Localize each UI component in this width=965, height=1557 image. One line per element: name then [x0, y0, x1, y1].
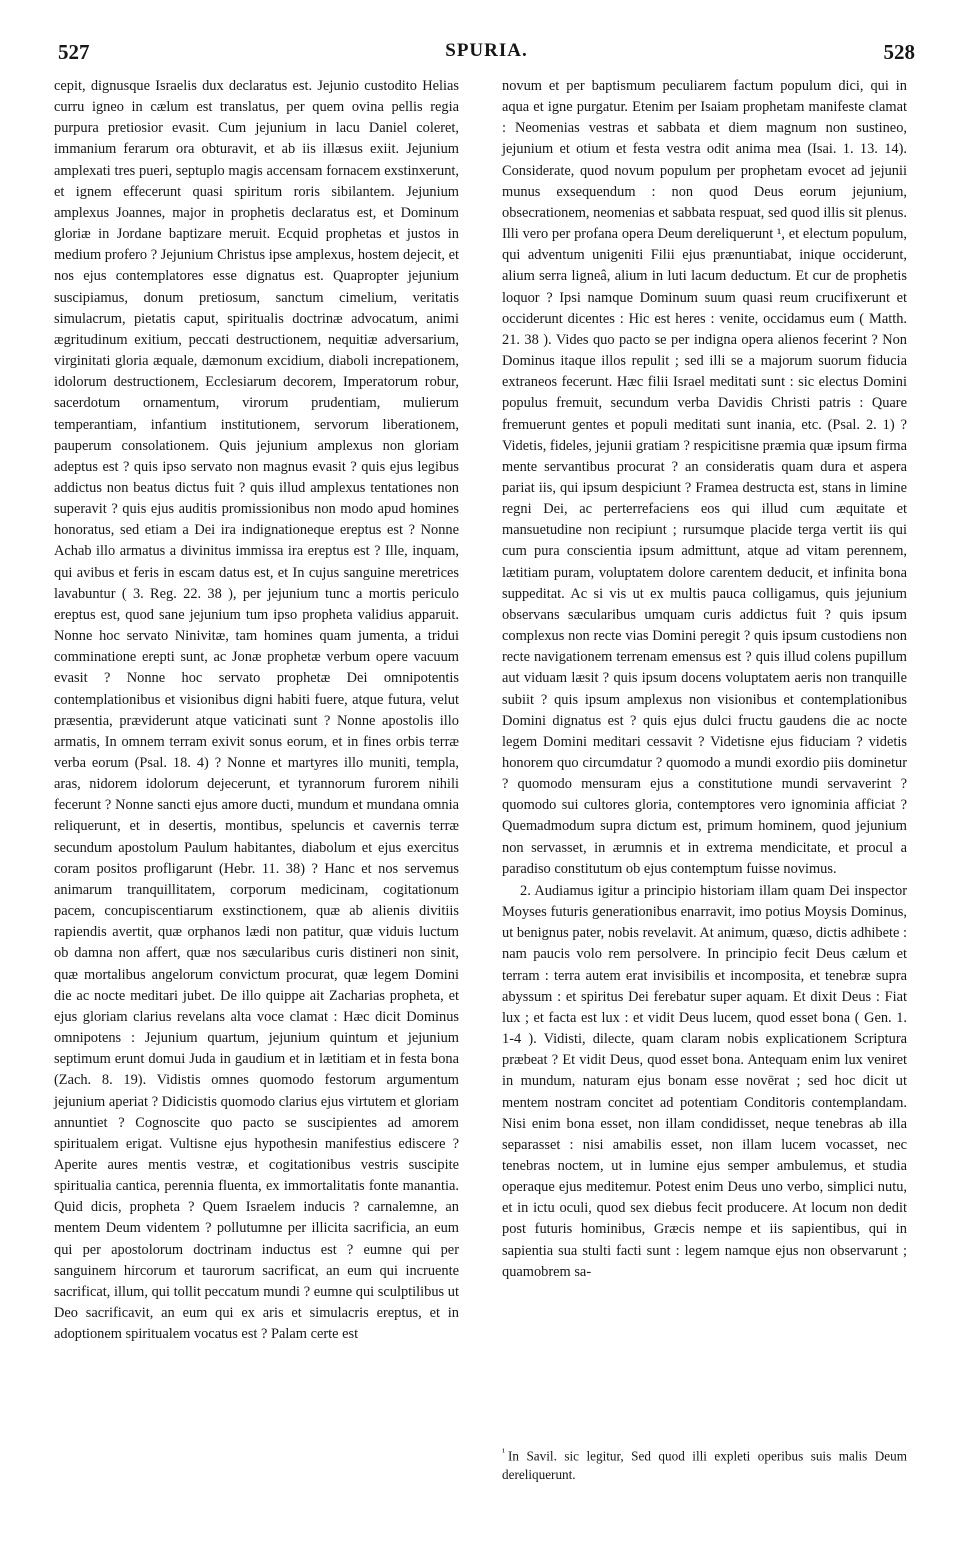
running-header — [48, 40, 925, 70]
running-title: SPURIA. — [445, 40, 528, 61]
page-number-right: 528 — [883, 40, 915, 64]
right-column-paragraph-2: 2. Audiamus igitur a principio historiam illam quam Dei inspector Moyses futuris generationibus enarravit, imo potius Moysis Dominus, ut benignus pater, nobis revelavit. At animum, quæso, dictis adhibete : nam paucis volo rem persolvere. In principio fecit Deus cælum et terram : terra autem erat invisibilis et incomposita, et tenebræ supra abyssum : et spiritus Dei ferebatur super aquam. Et dixit Deus : Fiat lux ; et facta est lux : et vidit Deus lucem, quod esset bona ( Gen. 1. 1-4 ). Vidisti, dilecte, quam claram nobis explicationem Scriptura præbeat ? Et vidit Deus, quod esset bona. Antequam enim lux veniret in mundum, naturam ejus bonam esse novērat ; sed hoc dicit ut mentem nostram concitet ad potentiam Conditoris contemplandam. Nisi enim bona esset, non illam condidisset, neque tenebras ab illa separasset : nisi amabilis esset, non illam lucem vocasset, nec tenebras noctem, ut in lumine ejus semper ambulemus, et studia operaque ejus meditemur. Potest enim Deus uno verbo, simplici nutu, et in ictu oculi, quod sex diebus fecit producere. At locum non dedit post futuris hominibus, Græcis nempe et iis sapientibus, qui in sapientia sua stulti facti sunt : legem namque ejus non observarunt ; quamobrem sa- — [502, 882, 907, 1280]
footnote — [502, 1443, 907, 1484]
right-column — [502, 76, 907, 1283]
left-column-text: cepit, dignusque Israelis dux declaratus est. Jejunio custodito Helias curru igneo in cælum est translatus, per quem ovina pellis regia purpura pretiosior evasit. Cum jejunium in lacu Daniel coleret, immanium ferarum ora obturavit, et ab iis illæsus exiit. Jejunium amplexati tres pueri, septuplo magis accensam fornacem exstinxerunt, et ignem effecerunt quasi spiritum roris sibilantem. Jejunium amplexus Joannes, major in prophetis declaratus est, et Dominum gloriæ in Jordane baptizare meruit. Ecquid prophetas et justos in medium profero ? Jejunium Christus ipse amplexus, hostem dejecit, et nos ejus contemplatores esse dignatus est. Quapropter jejunium suscipiamus, donum pretiosum, sanctum cimelium, veritatis simulacrum, pietatis caput, spiritualis doctrinæ advocatum, animi ægritudinum exitium, peccati destructionem, nequitiæ adversarium, virginitati gloria æquale, dæmonum excidium, diaboli increpationem, idolorum destructionem, Ecclesiarum decorem, Imperatorum robur, sacerdotum ornamentum, virorum prudentiam, mulierum temperantiam, infantium institutionem, servorum liberationem, pauperum consolationem. Quis jejunium amplexus non gloriam adeptus est ? quis ipso servato non magnus evasit ? quis ejus legibus addictus non beatus dictus fuit ? quis illud amplexus tentationes non superavit ? quis ejus auditis promissionibus non modo apud homines honoratus, sed etiam a Dei ira indignationeque ereptus est ? Nonne Achab illo armatus a divinitus immissa ira ereptus est ? Ille, inquam, qui avibus et feris in escam datus est, et In cujus sanguine meretrices lavabuntur ( 3. Reg. 22. 38 ), per jejunium tunc a mortis periculo ereptus est, quod sane jejunium tum ipso propheta validius apparuit. Nonne hoc servato Ninivitæ, tam homines quam jumenta, a tridui comminatione erepti sunt, ac Jonæ prophetæ verbum opere vacuum evasit ? Nonne hoc servato prophetæ Dei omnipotentis contemplationibus et visionibus digni habiti fuere, atque futura, velut præsentia, præviderunt atque vaticinati sunt ? Nonne apostolis illo armatis, In omnem terram exivit sonus eorum, et in fines orbis terræ verba eorum (Psal. 18. 4) ? Nonne et martyres illo muniti, templa, aras, nidorem idolorum dejecerunt, et tyrannorum furorem nihili fecerunt ? Nonne sancti ejus amore ducti, mundum et mundana omnia reliquerunt, et in desertis, montibus, speluncis et cavernis terræ secundum apostolum Paulum habitantes, diabolum et ejus exercitus coram positos profligarunt (Hebr. 11. 38) ? Hanc et nos servemus animarum tranquillitatem, corporum medicinam, cogitationum pacem, concupiscentiarum exstinctionem, quæ ab alienis divitiis rapiendis avertit, quæ orphanos lædi non patitur, quæ viduis luctum ob damna non affert, quæ nos sæcularibus curis distineri non sinit, quæ mortalibus angelorum convictum procurat, quæ legem Domini die ac nocte meditari jubet. De illo quippe ait Zacharias propheta, et ejus gloriam clarius revelans alta voce clamat : Hæc dicit Dominus omnipotens : Jejunium quartum, jejunium quintum et jejunium septimum erunt domui Juda in gaudium et in lætitiam et in festa bona (Zach. 8. 19). Vidistis omnes quomodo festorum argumentum jejunium aperiat ? Didicistis quomodo clarius ejus virtutem et gloriam annuntiet ? Cognoscite quo pacto se suscipientes ad amorem spiritualem erigat. Vultisne ejus hypothesin manifestius ediscere ? Aperite aures mentis vestræ, et cogitationibus vestris suscipite spiritualia cantica, perennia fluenta, ex immortalitatis fonte manantia. Quid dicis, propheta ? Quem Israelem inducis ? carnalemne, an mentem Deum videntem ? pollutumne per illicita sacrificia, an eum qui per apostolorum doctrinam inductus est ? eumne qui per sanguinem hircorum et taurorum sacrificat, an eum qui incruente sacrificat, illum, qui tollit peccatum mundi ? eumne qui sculptilibus ut Deo sacrificavit, an eum qui ex aris et simulacris ereptus, et in adoptionem spiritualem vocatus est ? Palam certe est — [54, 78, 459, 1343]
page-number-left: 527 — [58, 40, 90, 64]
left-column — [54, 76, 459, 1345]
right-column-paragraph-1: novum et per baptismum peculiarem factum populum dici, qui in aqua et igne purgatur. Etenim per Isaiam prophetam manifeste clamat : Neomenias vestras et sabbata et diem magnum non sustineo, jejunium et otium et festa vestra odit anima mea (Isai. 1. 13. 14). Considerate, quod novum populum per prophetam evocet ad jejunii munus exsequendum : non quod Deus eorum jejunium, obsecrationem, neomenias et sabbata respuat, sed quod illis sit plenus. Illi vero per profana opera Deum dereliquerunt ¹, et electum populum, qui adventum unigeniti Filii ejus prænuntiabat, inique occiderunt, alium serra ligneâ, alium in luti lacum deductum. Et cur de prophetis loquor ? Ipsi namque Dominum suum quasi reum crucifixerunt et occiderunt dicentes : Hic est heres : venite, occidamus eum ( Matth. 21. 38 ). Vides quo pacto se per indigna opera alienos fecerint ? Non Dominus itaque illos repulit ; sed illi se a majorum suorum fiducia extraneos fecerunt. Hæc filii Israel meditati sunt : sic electus Domini populus fremuit, secundum verba Davidis Christi patris : Quare fremuerunt gentes et populi meditati sunt inania, etc. (Psal. 2. 1) ? Videtis, fideles, jejunii gratiam ? respicitisne præmia quæ ipsum firma mente servantibus procurat ? an consideratis quam dura et aspera pariat iis, qui ipsum despiciunt ? Framea destructa est, stans in limine regni Dei, ac perterrefaciens eos qui illud cum æquitate et mansuetudine non recipiunt ; rursumque placide terga vertit iis qui cum pura conscientia ipsum admittunt, atque ad vitam perennem, lætitiam puram, voluptatem dolore carentem deducit, et infinita bona suppeditat. Ac si vis ut ex multis pauca colligamus, quis jejunium observans sæcularibus umquam curis addictus fuit ? quis ipsum complexus non recte vias Domini peregit ? quis ipsum custodiens non recte navigationem terrenam emensus est ? quis illud colens pupillum aut viduam læsit ? quis ipsum docens voluptatem aeris non tranquille subiit ? quis ipsum amplexus non visionibus et contemplationibus Domini dignatus est ? quis ejus dulci fructu gaudens die ac nocte legem Domini meditari cessavit ? Videtisne ejus fiduciam ? videtis honorem quo circumdatur ? quomodo a mundi exordio piis dominetur ? quomodo mensuram ejus a constitutione mundi servaverint ? quomodo sui cultores gloria, contemptores vero ignominia afficiat ? Quemadmodum supra dictum est, primum hominem, quod jejunium non servasset, in ærumnis et in extrema mendicitate, et procul a paradiso constitutum ob ejus contemptum fuisse novimus. — [502, 78, 907, 877]
footnote-mark: ¹ — [502, 1447, 505, 1458]
footnote-text: In Savil. sic legitur, Sed quod illi expleti operibus suis malis Deum dereliquerunt. — [502, 1448, 907, 1483]
